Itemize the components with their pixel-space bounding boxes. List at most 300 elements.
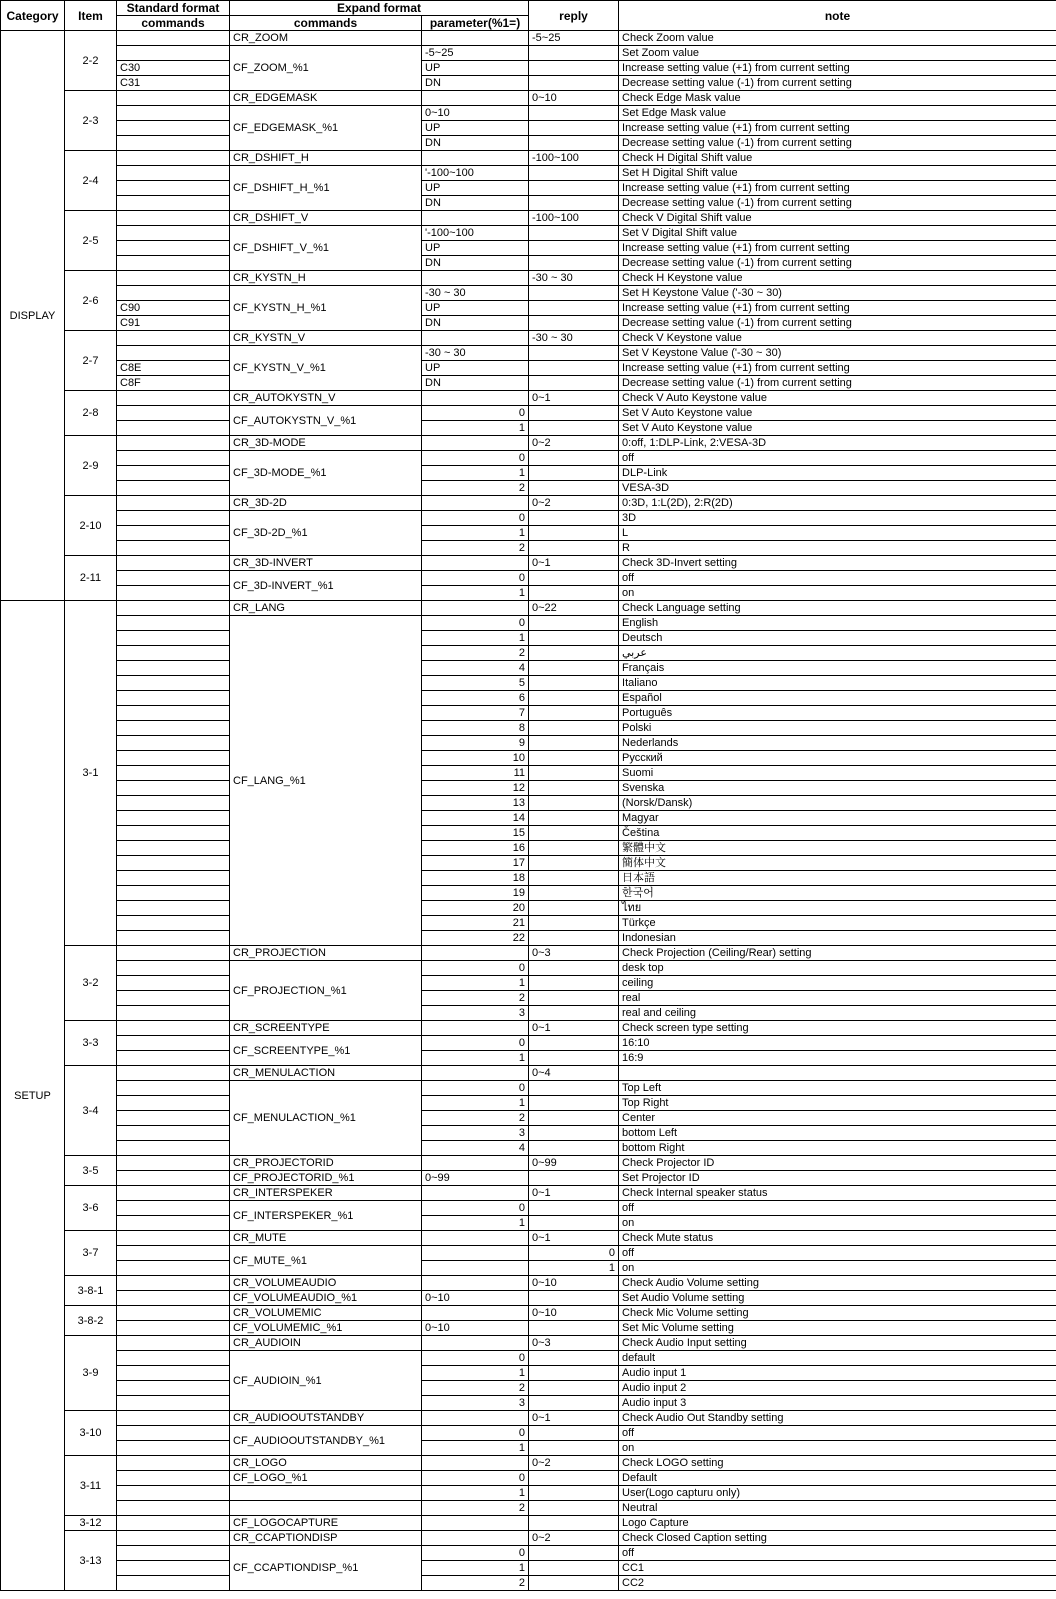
parameter-cell [422, 1306, 529, 1321]
std-command-cell [117, 781, 230, 796]
reply-cell: 0~10 [529, 1276, 619, 1291]
std-command-cell [117, 976, 230, 991]
table-row [1, 1501, 1056, 1516]
table-row [1, 376, 1056, 391]
reply-cell: 0~2 [529, 496, 619, 511]
parameter-cell [422, 1021, 529, 1036]
item-cell: 3-10 [65, 1411, 117, 1456]
reply-cell [529, 1171, 619, 1186]
reply-cell: 0~1 [529, 556, 619, 571]
reply-cell [529, 316, 619, 331]
table-row [1, 481, 1056, 496]
expand-command-cell: CR_SCREENTYPE [230, 1021, 422, 1036]
std-command-cell [117, 1006, 230, 1021]
parameter-cell: UP [422, 121, 529, 136]
std-command-cell [117, 1306, 230, 1321]
table-row [1, 721, 1056, 736]
table-row [1, 751, 1056, 766]
parameter-cell: 2 [422, 1111, 529, 1126]
reply-cell: 0~1 [529, 1021, 619, 1036]
reply-cell [529, 1486, 619, 1501]
std-command-cell [117, 1441, 230, 1456]
note-cell: (Norsk/Dansk) [619, 796, 1056, 811]
table-row [1, 811, 1056, 826]
note-cell: Check Projection (Ceiling/Rear) setting [619, 946, 1056, 961]
reply-cell [529, 541, 619, 556]
parameter-cell [422, 1246, 529, 1261]
note-cell: Set V Auto Keystone value [619, 406, 1056, 421]
std-command-cell [117, 1531, 230, 1546]
reply-cell [529, 1351, 619, 1366]
table-row [1, 106, 1056, 121]
std-command-cell: C91 [117, 316, 230, 331]
reply-cell [529, 1006, 619, 1021]
table-row [1, 541, 1056, 556]
item-cell: 3-1 [65, 601, 117, 946]
table-row [1, 736, 1056, 751]
std-command-cell [117, 1216, 230, 1231]
parameter-cell: 14 [422, 811, 529, 826]
std-command-cell [117, 136, 230, 151]
expand-command-cell: CF_EDGEMASK_%1 [230, 106, 422, 151]
reply-cell: -30 ~ 30 [529, 331, 619, 346]
reply-cell [529, 256, 619, 271]
expand-command-cell [230, 1486, 422, 1501]
table-row [1, 136, 1056, 151]
table-row [1, 781, 1056, 796]
expand-command-cell: CR_AUTOKYSTN_V [230, 391, 422, 406]
table-row [1, 556, 1056, 571]
table-row [1, 1471, 1056, 1486]
std-command-cell [117, 1351, 230, 1366]
note-cell: Set V Keystone Value ('-30 ~ 30) [619, 346, 1056, 361]
std-command-cell [117, 1231, 230, 1246]
table-row [1, 526, 1056, 541]
reply-cell [529, 511, 619, 526]
reply-cell [529, 451, 619, 466]
table-row [1, 916, 1056, 931]
parameter-cell [422, 91, 529, 106]
table-row [1, 406, 1056, 421]
expand-command-cell: CF_3D-INVERT_%1 [230, 571, 422, 601]
std-command-cell [117, 991, 230, 1006]
category-cell: DISPLAY [1, 31, 65, 601]
parameter-cell: UP [422, 61, 529, 76]
parameter-cell: 0~10 [422, 1321, 529, 1336]
parameter-cell [422, 151, 529, 166]
std-command-cell [117, 256, 230, 271]
parameter-cell: '-100~100 [422, 226, 529, 241]
std-command-cell [117, 841, 230, 856]
expand-command-cell: CF_DSHIFT_V_%1 [230, 226, 422, 271]
reply-cell [529, 796, 619, 811]
std-command-cell [117, 1186, 230, 1201]
std-command-cell [117, 886, 230, 901]
expand-command-cell: CR_LOGO [230, 1456, 422, 1471]
note-cell: off [619, 1546, 1056, 1561]
note-cell: real and ceiling [619, 1006, 1056, 1021]
table-row [1, 1456, 1056, 1471]
note-cell: Čeština [619, 826, 1056, 841]
parameter-cell: DN [422, 76, 529, 91]
table-row [1, 1306, 1056, 1321]
parameter-cell: 12 [422, 781, 529, 796]
table-row [1, 121, 1056, 136]
parameter-cell: 3 [422, 1396, 529, 1411]
table-row [1, 1531, 1056, 1546]
reply-cell: -100~100 [529, 211, 619, 226]
parameter-cell: 0 [422, 616, 529, 631]
note-cell: Indonesian [619, 931, 1056, 946]
expand-command-cell: CR_AUDIOIN [230, 1336, 422, 1351]
note-cell: Audio input 1 [619, 1366, 1056, 1381]
parameter-cell: 0~10 [422, 1291, 529, 1306]
reply-cell [529, 811, 619, 826]
item-cell: 3-9 [65, 1336, 117, 1411]
table-row [1, 466, 1056, 481]
reply-cell: 0~99 [529, 1156, 619, 1171]
std-command-cell [117, 601, 230, 616]
note-cell: Check Internal speaker status [619, 1186, 1056, 1201]
std-command-cell [117, 511, 230, 526]
note-cell: on [619, 1441, 1056, 1456]
std-command-cell [117, 1111, 230, 1126]
parameter-cell: 19 [422, 886, 529, 901]
table-row [1, 1246, 1056, 1261]
table-row [1, 886, 1056, 901]
std-command-cell [117, 586, 230, 601]
reply-cell [529, 691, 619, 706]
note-cell [619, 1066, 1056, 1081]
reply-cell [529, 1201, 619, 1216]
item-cell: 2-5 [65, 211, 117, 271]
note-cell: Set V Auto Keystone value [619, 421, 1056, 436]
table-row [1, 1486, 1056, 1501]
note-cell: on [619, 1216, 1056, 1231]
parameter-cell: -30 ~ 30 [422, 346, 529, 361]
note-cell: 簡体中文 [619, 856, 1056, 871]
note-cell: 日本語 [619, 871, 1056, 886]
expand-command-cell: CF_AUDIOIN_%1 [230, 1351, 422, 1411]
table-row [1, 1411, 1056, 1426]
std-command-cell [117, 1321, 230, 1336]
std-command-cell [117, 496, 230, 511]
table-row [1, 76, 1056, 91]
note-cell: ceiling [619, 976, 1056, 991]
note-cell: Check Audio Volume setting [619, 1276, 1056, 1291]
expand-command-cell: CR_DSHIFT_V [230, 211, 422, 226]
parameter-cell: 0 [422, 571, 529, 586]
parameter-cell [422, 1456, 529, 1471]
parameter-cell [422, 1156, 529, 1171]
expand-command-cell: CR_KYSTN_H [230, 271, 422, 286]
reply-cell [529, 301, 619, 316]
table-row [1, 961, 1056, 976]
table-row [1, 1396, 1056, 1411]
note-cell: Set Audio Volume setting [619, 1291, 1056, 1306]
parameter-cell [422, 1516, 529, 1531]
parameter-cell: 2 [422, 646, 529, 661]
std-command-cell [117, 1501, 230, 1516]
parameter-cell: 6 [422, 691, 529, 706]
reply-cell [529, 991, 619, 1006]
reply-cell: -100~100 [529, 151, 619, 166]
reply-cell: -5~25 [529, 31, 619, 46]
item-cell: 3-11 [65, 1456, 117, 1516]
note-cell: 한국어 [619, 886, 1056, 901]
expand-command-cell: CR_PROJECTION [230, 946, 422, 961]
parameter-cell: 17 [422, 856, 529, 871]
std-command-cell [117, 1426, 230, 1441]
expand-command-cell: CF_AUTOKYSTN_V_%1 [230, 406, 422, 436]
note-cell: Set H Keystone Value ('-30 ~ 30) [619, 286, 1056, 301]
reply-cell [529, 571, 619, 586]
parameter-cell [422, 331, 529, 346]
std-command-cell [117, 1396, 230, 1411]
std-command-cell [117, 556, 230, 571]
expand-command-cell: CF_LOGO_%1 [230, 1471, 422, 1486]
item-cell: 3-5 [65, 1156, 117, 1186]
parameter-cell: 1 [422, 1096, 529, 1111]
parameter-cell: 1 [422, 526, 529, 541]
std-command-cell [117, 1261, 230, 1276]
table-row [1, 856, 1056, 871]
table-row [1, 1036, 1056, 1051]
item-cell: 2-10 [65, 496, 117, 556]
parameter-cell: 1 [422, 421, 529, 436]
note-cell: L [619, 526, 1056, 541]
table-row [1, 31, 1056, 46]
table-row [1, 676, 1056, 691]
reply-cell [529, 226, 619, 241]
expand-command-cell: CR_KYSTN_V [230, 331, 422, 346]
parameter-cell: 0 [422, 1471, 529, 1486]
reply-cell: 1 [529, 1261, 619, 1276]
note-cell: User(Logo capturu only) [619, 1486, 1056, 1501]
note-cell: Türkçe [619, 916, 1056, 931]
reply-cell [529, 76, 619, 91]
reply-cell [529, 1141, 619, 1156]
table-row [1, 1276, 1056, 1291]
table-row [1, 766, 1056, 781]
note-cell: Check Audio Out Standby setting [619, 1411, 1056, 1426]
reply-cell [529, 286, 619, 301]
table-row [1, 946, 1056, 961]
std-command-cell [117, 211, 230, 226]
parameter-cell: 0 [422, 511, 529, 526]
expand-command-cell: CF_ZOOM_%1 [230, 46, 422, 91]
note-cell: Check V Digital Shift value [619, 211, 1056, 226]
parameter-cell: 2 [422, 481, 529, 496]
table-row [1, 451, 1056, 466]
parameter-cell: 2 [422, 1381, 529, 1396]
note-cell: Check H Digital Shift value [619, 151, 1056, 166]
note-cell: ไทย [619, 901, 1056, 916]
note-cell: off [619, 571, 1056, 586]
note-cell: Increase setting value (+1) from current setting [619, 121, 1056, 136]
parameter-cell [422, 31, 529, 46]
std-command-cell [117, 1471, 230, 1486]
std-command-cell [117, 466, 230, 481]
parameter-cell: 0 [422, 406, 529, 421]
parameter-cell: 0 [422, 451, 529, 466]
parameter-cell [422, 1186, 529, 1201]
parameter-cell: 8 [422, 721, 529, 736]
note-cell: real [619, 991, 1056, 1006]
std-command-cell [117, 751, 230, 766]
parameter-cell: DN [422, 316, 529, 331]
expand-command-cell [230, 1501, 422, 1516]
reply-cell [529, 61, 619, 76]
expand-command-cell: CF_CCAPTIONDISP_%1 [230, 1546, 422, 1591]
reply-cell [529, 631, 619, 646]
std-command-cell [117, 1096, 230, 1111]
std-command-cell [117, 331, 230, 346]
parameter-cell: UP [422, 361, 529, 376]
item-cell: 2-2 [65, 31, 117, 91]
table-row [1, 196, 1056, 211]
table-row [1, 301, 1056, 316]
header-row-1 [1, 1, 1056, 16]
table-row [1, 1381, 1056, 1396]
note-cell: Decrease setting value (-1) from current setting [619, 136, 1056, 151]
note-cell: default [619, 1351, 1056, 1366]
reply-cell [529, 406, 619, 421]
std-command-cell [117, 706, 230, 721]
expand-command-cell: CR_VOLUMEAUDIO [230, 1276, 422, 1291]
note-cell: bottom Left [619, 1126, 1056, 1141]
item-cell: 3-4 [65, 1066, 117, 1156]
table-row [1, 391, 1056, 406]
item-cell: 3-3 [65, 1021, 117, 1066]
expand-command-cell: CR_PROJECTORID [230, 1156, 422, 1171]
note-cell: Increase setting value (+1) from current setting [619, 361, 1056, 376]
header-exp-commands: commands [230, 16, 422, 31]
note-cell: Decrease setting value (-1) from current setting [619, 316, 1056, 331]
reply-cell [529, 376, 619, 391]
table-row [1, 331, 1056, 346]
std-command-cell: C30 [117, 61, 230, 76]
table-row [1, 1156, 1056, 1171]
expand-command-cell: CF_AUDIOOUTSTANDBY_%1 [230, 1426, 422, 1456]
table-row [1, 241, 1056, 256]
expand-command-cell: CF_DSHIFT_H_%1 [230, 166, 422, 211]
note-cell: Set H Digital Shift value [619, 166, 1056, 181]
std-command-cell [117, 1051, 230, 1066]
std-command-cell [117, 1066, 230, 1081]
table-row [1, 1441, 1056, 1456]
table-row [1, 1171, 1056, 1186]
table-row [1, 1321, 1056, 1336]
expand-command-cell: CR_3D-INVERT [230, 556, 422, 571]
note-cell: Svenska [619, 781, 1056, 796]
item-cell: 3-8-1 [65, 1276, 117, 1306]
note-cell: 0:off, 1:DLP-Link, 2:VESA-3D [619, 436, 1056, 451]
reply-cell [529, 916, 619, 931]
reply-cell [529, 826, 619, 841]
expand-command-cell: CR_MENULACTION [230, 1066, 422, 1081]
note-cell: Audio input 3 [619, 1396, 1056, 1411]
std-command-cell [117, 1576, 230, 1591]
reply-cell: 0~10 [529, 91, 619, 106]
std-command-cell [117, 961, 230, 976]
reply-cell [529, 1426, 619, 1441]
std-command-cell [117, 286, 230, 301]
note-cell: desk top [619, 961, 1056, 976]
parameter-cell [422, 436, 529, 451]
parameter-cell: '-100~100 [422, 166, 529, 181]
std-command-cell: C8F [117, 376, 230, 391]
parameter-cell [422, 211, 529, 226]
reply-cell [529, 241, 619, 256]
parameter-cell: DN [422, 376, 529, 391]
std-command-cell [117, 271, 230, 286]
parameter-cell: DN [422, 136, 529, 151]
expand-command-cell: CF_KYSTN_H_%1 [230, 286, 422, 331]
table-row [1, 271, 1056, 286]
reply-cell [529, 196, 619, 211]
note-cell: Polski [619, 721, 1056, 736]
reply-cell [529, 1216, 619, 1231]
note-cell: Check Edge Mask value [619, 91, 1056, 106]
table-row [1, 691, 1056, 706]
std-command-cell [117, 571, 230, 586]
parameter-cell: 0 [422, 1036, 529, 1051]
reply-cell [529, 1036, 619, 1051]
parameter-cell: -5~25 [422, 46, 529, 61]
note-cell: Русский [619, 751, 1056, 766]
parameter-cell [422, 496, 529, 511]
reply-cell [529, 136, 619, 151]
parameter-cell: 0~10 [422, 106, 529, 121]
reply-cell [529, 526, 619, 541]
parameter-cell: 13 [422, 796, 529, 811]
parameter-cell: 1 [422, 1216, 529, 1231]
reply-cell [529, 106, 619, 121]
note-cell: Logo Capture [619, 1516, 1056, 1531]
reply-cell [529, 1471, 619, 1486]
std-command-cell [117, 421, 230, 436]
item-cell: 3-2 [65, 946, 117, 1021]
note-cell: on [619, 1261, 1056, 1276]
reply-cell [529, 1576, 619, 1591]
table-row [1, 496, 1056, 511]
note-cell: R [619, 541, 1056, 556]
std-command-cell [117, 391, 230, 406]
reply-cell [529, 766, 619, 781]
reply-cell [529, 976, 619, 991]
reply-cell: 0~10 [529, 1306, 619, 1321]
table-row [1, 631, 1056, 646]
reply-cell [529, 121, 619, 136]
table-row [1, 1576, 1056, 1591]
parameter-cell: 15 [422, 826, 529, 841]
note-cell: Increase setting value (+1) from current setting [619, 301, 1056, 316]
note-cell: Neutral [619, 1501, 1056, 1516]
note-cell: Suomi [619, 766, 1056, 781]
reply-cell [529, 181, 619, 196]
table-row [1, 286, 1056, 301]
parameter-cell: 0 [422, 1351, 529, 1366]
table-row [1, 1231, 1056, 1246]
parameter-cell [422, 1336, 529, 1351]
table-row [1, 361, 1056, 376]
reply-cell: 0~2 [529, 436, 619, 451]
table-row [1, 1126, 1056, 1141]
table-row [1, 571, 1056, 586]
parameter-cell: 1 [422, 586, 529, 601]
std-command-cell [117, 766, 230, 781]
